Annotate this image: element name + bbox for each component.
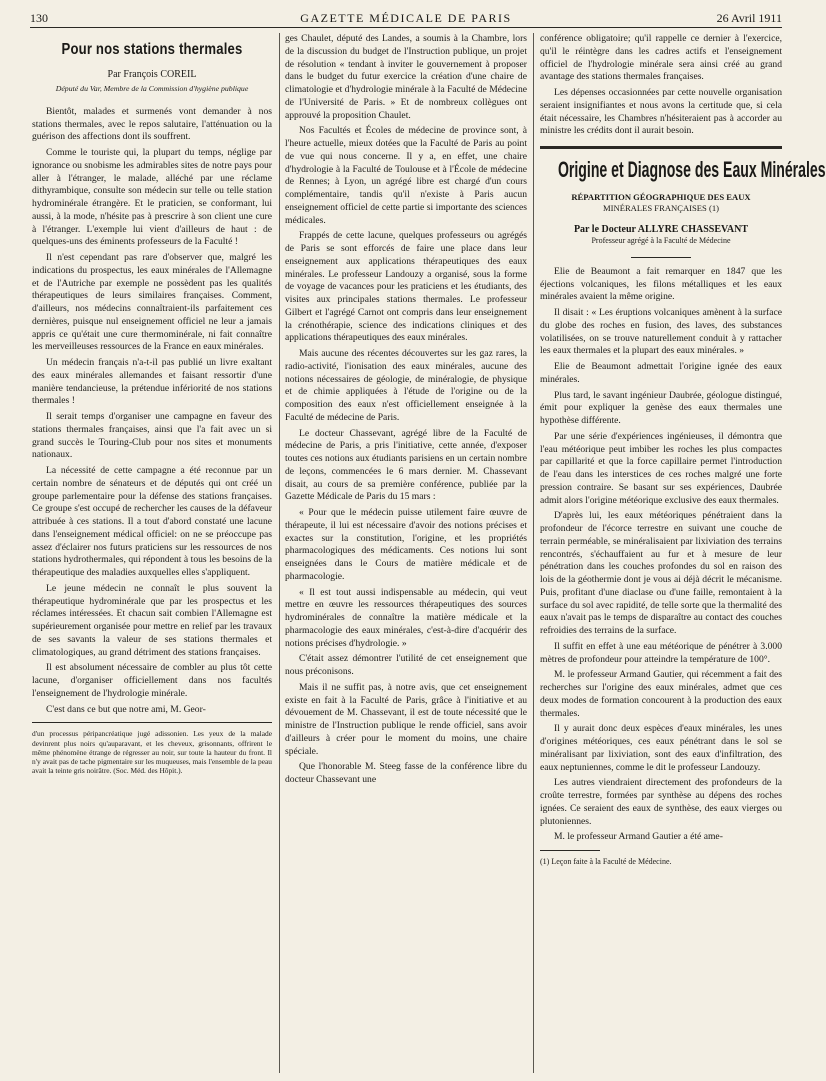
title-rule (631, 257, 691, 258)
paragraph: ges Chaulet, député des Landes, a soumis à la Chambre, lors de la discussion du budget de l'Instruction publique, un projet de résolution « tendant à inviter le gouvernement à proposer dans le budget du futur exercice la création d'une chaire de climatologie et d'hydrologie minérale à la Faculté de Médecine de l'Université de Paris. » Et de nombreux collègues ont approuvé la proposition Chaulet. (285, 33, 528, 121)
paragraph: conférence obligatoire; qu'il rappelle ce dernier à l'exercice, qu'il le réintègre dans les cadres actifs et l'enseignement officiel de l'hydrologie minérale sera ainsi créé au grand avantage des stations thermales françaises. (540, 33, 782, 83)
paragraph: « Il est tout aussi indispensable au médecin, qui veut mettre en œuvre les ressources thérapeutiques des sources hydrominérales de connaître la matière médicale et la pharmacologie des eaux minérales, c'est-à-dire d'acquérir des notions précises d'hydrologie. » (285, 586, 527, 649)
column-1 (32, 33, 272, 1073)
issue-date: 26 Avril 1911 (716, 11, 782, 25)
column-2 (285, 33, 527, 1073)
footnote: d'un processus péripancréatique jugé adissonien. Les yeux de la malade devinrent plus noirs qu'auparavant, et les cheveux, grisonnants, offrirent le même phénomène étrange de régresser au noir, sur toute la hauteur du front. Il n'y avait pas de tache pigmentaire sur les muqueuses, mais l'ensemble de la peau avait la teinte gris noirâtre. (Soc. Méd. des Hôpit.). (32, 729, 272, 776)
page-header (30, 7, 782, 29)
paragraph: Par une série d'expériences ingénieuses, il démontra que l'eau météorique peut imbiber les roches les plus compactes par capillarité et que la force capillaire permet l'introduction de l'eau dans les interstices de ces roches malgré une forte pression contraire. Se basant sur ses expériences, Daubrée admit alors l'origine météorique exclusive des eaux thermales. (540, 430, 782, 506)
article-byline: Par le Docteur ALLYRE CHASSEVANT (573, 223, 749, 235)
paragraph: Bientôt, malades et surmenés vont demander à nos stations thermales, avec le repos salutaire, l'atténuation ou la guérison des affections dont ils souffrent. (32, 105, 272, 143)
paragraph: Il serait temps d'organiser une campagne en faveur des stations thermales françaises, ainsi que l'a fait avec un si grand succès le Touring-Club pour nos sites et monuments nationaux. (32, 411, 272, 461)
paragraph: « Pour que le médecin puisse utilement faire œuvre de thérapeute, il lui est nécessaire d'avoir des notions précises et exactes sur la constitution, l'origine, et les propriétés pharmacologiques des médicaments. Ces notions lui sont enseignées dans le Cours de matière médicale et de pharmacologie. (285, 507, 527, 582)
paragraph: Elie de Beaumont admettait l'origine ignée des eaux minérales. (540, 361, 782, 385)
paragraph: La nécessité de cette campagne a été reconnue par un certain nombre de sénateurs et de députés qui ont créé un groupe parlementaire pour la défense des stations françaises. Ce groupe s'est occupé de rechercher les causes de la défaveur attribuée à ces stations. Il a tout d'abord constaté une lacune dans l'enseignement médical officiel: on ne se préoccupe pas assez d'éclairer nos futurs praticiens sur les ressources de nos stations hydrothermales, qui répondent à tous les besoins de la thérapeutique des maladies auxquelles elles s'appliquent. (32, 465, 272, 579)
section-rule (540, 146, 782, 149)
paragraph: Il suffit en effet à une eau météorique de pénétrer à 3.000 mètres de profondeur pour atteindre la température de 100°. (540, 640, 782, 665)
journal-title: GAZETTE MÉDICALE DE PARIS (300, 11, 512, 25)
column-divider (279, 33, 280, 1073)
article-title: Pour nos stations thermales (61, 41, 243, 58)
article-subtitle: MINÉRALES FRANÇAISES (1) (602, 203, 720, 214)
paragraph: Les dépenses occasionnées par cette nouvelle organisation seraient insignifiantes et nous avons la certitude que, si cela était nécessaire, les Chambres n'hésiteraient pas à accorder au ministre les crédits dont il aurait besoin. (540, 87, 782, 137)
article-byline: Par François COREIL (107, 69, 197, 81)
paragraph: Mais il ne suffit pas, à notre avis, que cet enseignement existe en fait à la Faculté de Paris, grâce à l'initiative et au dévouement de M. Chassevant, il est de toute nécessité que le ministre de l'Instruction publique le rende officiel, sans avoir d'ailleurs à créer pour le moment du moins, une chaire spéciale. (285, 681, 527, 757)
paragraph: Que l'honorable M. Steeg fasse de la conférence libre du docteur Chassevant une (285, 761, 527, 785)
paragraph: Il y aurait donc deux espèces d'eaux minérales, les unes d'origines météoriques, ces eaux pénétrant dans le sol se minéralisant par lixiviation, sont des eaux d'infiltration, des eaux neptuniennes, comme le dit le professeur Landouzy. (540, 723, 782, 773)
paragraph: Le jeune médecin ne connaît le plus souvent la thérapeutique hydrominérale que par les prospectus et les réclames intéressées. Et chacun sait combien l'Allemagne est supérieurement organisée pour mettre en relief par les travaux de ses savants la valeur de ses stations thermales et climatologiques, au grand détriment des stations françaises. (32, 582, 272, 658)
article-title: Origine et Diagnose des Eaux Minérales (557, 157, 826, 182)
page-number: 130 (30, 11, 48, 25)
column-3 (540, 33, 826, 1073)
paragraph: C'était assez démontrer l'utilité de cet enseignement que nous préconisons. (285, 653, 527, 677)
paragraph: Nos Facultés et Écoles de médecine de province sont, à l'heure actuelle, mieux dotées que la Faculté de Paris au point de vue qui nous concerne. Il y a, en effet, une chaire d'hydrologie à la Faculté de Toulouse et à l'École de médecine de Rennes; à Lyon, un agrégé libre est chargé d'un cours complémentaire, tandis qu'il n'existe à Paris aucun enseignement officiel de cette partie si importante des sciences médicales. (285, 125, 527, 226)
footnote-rule (32, 722, 272, 723)
paragraph: Il n'est cependant pas rare d'observer que, malgré les indications du prospectus, les eaux minérales de l'Allemagne et de l'Autriche par exemple ne possèdent pas les qualités thérapeutiques de leurs similaires françaises. Comment, d'ailleurs, nos médecins connaîtraient-ils parfaitement ces dernières, puisque nul enseignement officiel ne leur a jamais appris ce qu'était une cure thermominérale, ni fait connaître les merveilleuses ressources de la France en eaux minérales. (32, 252, 272, 353)
paragraph: Les autres viendraient directement des profondeurs de la croûte terrestre, formées par synthèse au dépens des roches ignées. Ce seraient des eaux de synthèse, des eaux vierges ou plutoniennes. (540, 777, 782, 827)
paragraph: Elie de Beaumont a fait remarquer en 1847 que les éjections volcaniques, les filons métalliques et les eaux minérales avaient la même origine. (540, 265, 782, 303)
paragraph: M. le professeur Armand Gautier a été ame- (554, 831, 723, 843)
author-affiliation: Député du Var, Membre de la Commission d'hygiène publique (55, 83, 249, 93)
paragraph: D'après lui, les eaux météoriques pénétraient dans la profondeur de l'écorce terrestre en suivant une couche de terrain perméable, se minéralisaient par lixiviation des terrains rencontrés, s'échauffaient au fur et à mesure de leur pénétration dans les couches profondes du sol en raison des lois de la géothermie dont je vous ai déjà décrit le mécanisme. Puis, profitant d'une diaclase ou d'une faille, remontaient à la surface du sol avec rapidité, de telle sorte que la thermalité des eaux n'avait pas le temps de disparaître au contact des couches refroidies des terrains de la surface. (540, 510, 782, 637)
paragraph: Le docteur Chassevant, agrégé libre de la Faculté de médecine de Paris, a pris l'initiative, cette année, d'exposer toutes ces notions aux étudiants parisiens en un certain nombre de leçons, commencées le 6 mars dernier. M. Chassevant disait, au cours de sa première conférence, publiée par la Gazette Médicale de Paris du 15 mars : (285, 427, 527, 503)
author-affiliation: Professeur agrégé à la Faculté de Médecine (591, 236, 731, 246)
paragraph: Il est absolument nécessaire de combler au plus tôt cette lacune, d'organiser officiellement dans nos facultés l'enseignement de l'hydrologie minérale. (32, 662, 272, 699)
footnote: (1) Leçon faite à la Faculté de Médecine. (540, 857, 672, 867)
header-rule (30, 27, 782, 28)
article-subtitle: RÉPARTITION GÉOGRAPHIQUE DES EAUX (571, 192, 751, 203)
paragraph: Mais aucune des récentes découvertes sur les gaz rares, la radio-activité, l'ionisation des eaux minérales, aucune des notions nécessaires de géologie, de minéralogie, de physique et de chimie appliquées à l'étude de l'origine ou de la composition des eaux n'est officiellement enseignée à la Faculté de médecine de Paris. (285, 348, 527, 423)
paragraph: Comme le touriste qui, la plupart du temps, néglige par ignorance ou snobisme les admirables sites de notre pays pour aller à l'étranger, le malade, alléché par une réclame dithyrambique, consulte son médecin sur telle ou telle station hydrominérale étrangère. Et le praticien, se conformant, lui aussi, à la mode, n'hésite pas à prescrire à son client une cure à l'étranger. L'exemple lui vient d'ailleurs de haut : de quelques-uns des éminents professeurs de la Faculté ! (32, 147, 272, 248)
paragraph: Un médecin français n'a-t-il pas publié un livre exaltant des eaux minérales allemandes et faisant ressortir d'une manière tendancieuse, la prétendue infériorité de nos stations thermales ! (32, 357, 272, 407)
footnote-rule (540, 850, 600, 851)
paragraph: C'est dans ce but que notre ami, M. Geor- (46, 703, 206, 715)
column-divider (533, 33, 534, 1073)
paragraph: Il disait : « Les éruptions volcaniques amènent à la surface du globe des roches en fusion, des laves, des substances volatilisées, on se trouve naturellement conduit à y rattacher les eaux thermales et la plupart des eaux minérales. » (540, 307, 782, 357)
paragraph: Frappés de cette lacune, quelques professeurs ou agrégés de Paris se sont efforcés de faire une place dans leur enseignement aux applications thérapeutiques des eaux minérales. Le professeur Landouzy a organisé, sous la forme de voyage de vacances pour les praticiens et les étudiants, des visites aux principales stations thermales. Le professeur Gilbert et l'agrégé Carnot ont compris dans leur enseignement la crénothérapie, science des indications cliniques et des applications thérapeutiques des eaux minérales. (285, 230, 527, 344)
paragraph: M. le professeur Armand Gautier, qui récemment a fait des recherches sur l'origine des eaux minérales, admet que ces deux modes de formation concourent à la production des eaux thermales. (540, 669, 782, 719)
paragraph: Plus tard, le savant ingénieur Daubrée, géologue distingué, émit pour expliquer la genèse des eaux thermales une hypothèse différente. (540, 389, 782, 427)
